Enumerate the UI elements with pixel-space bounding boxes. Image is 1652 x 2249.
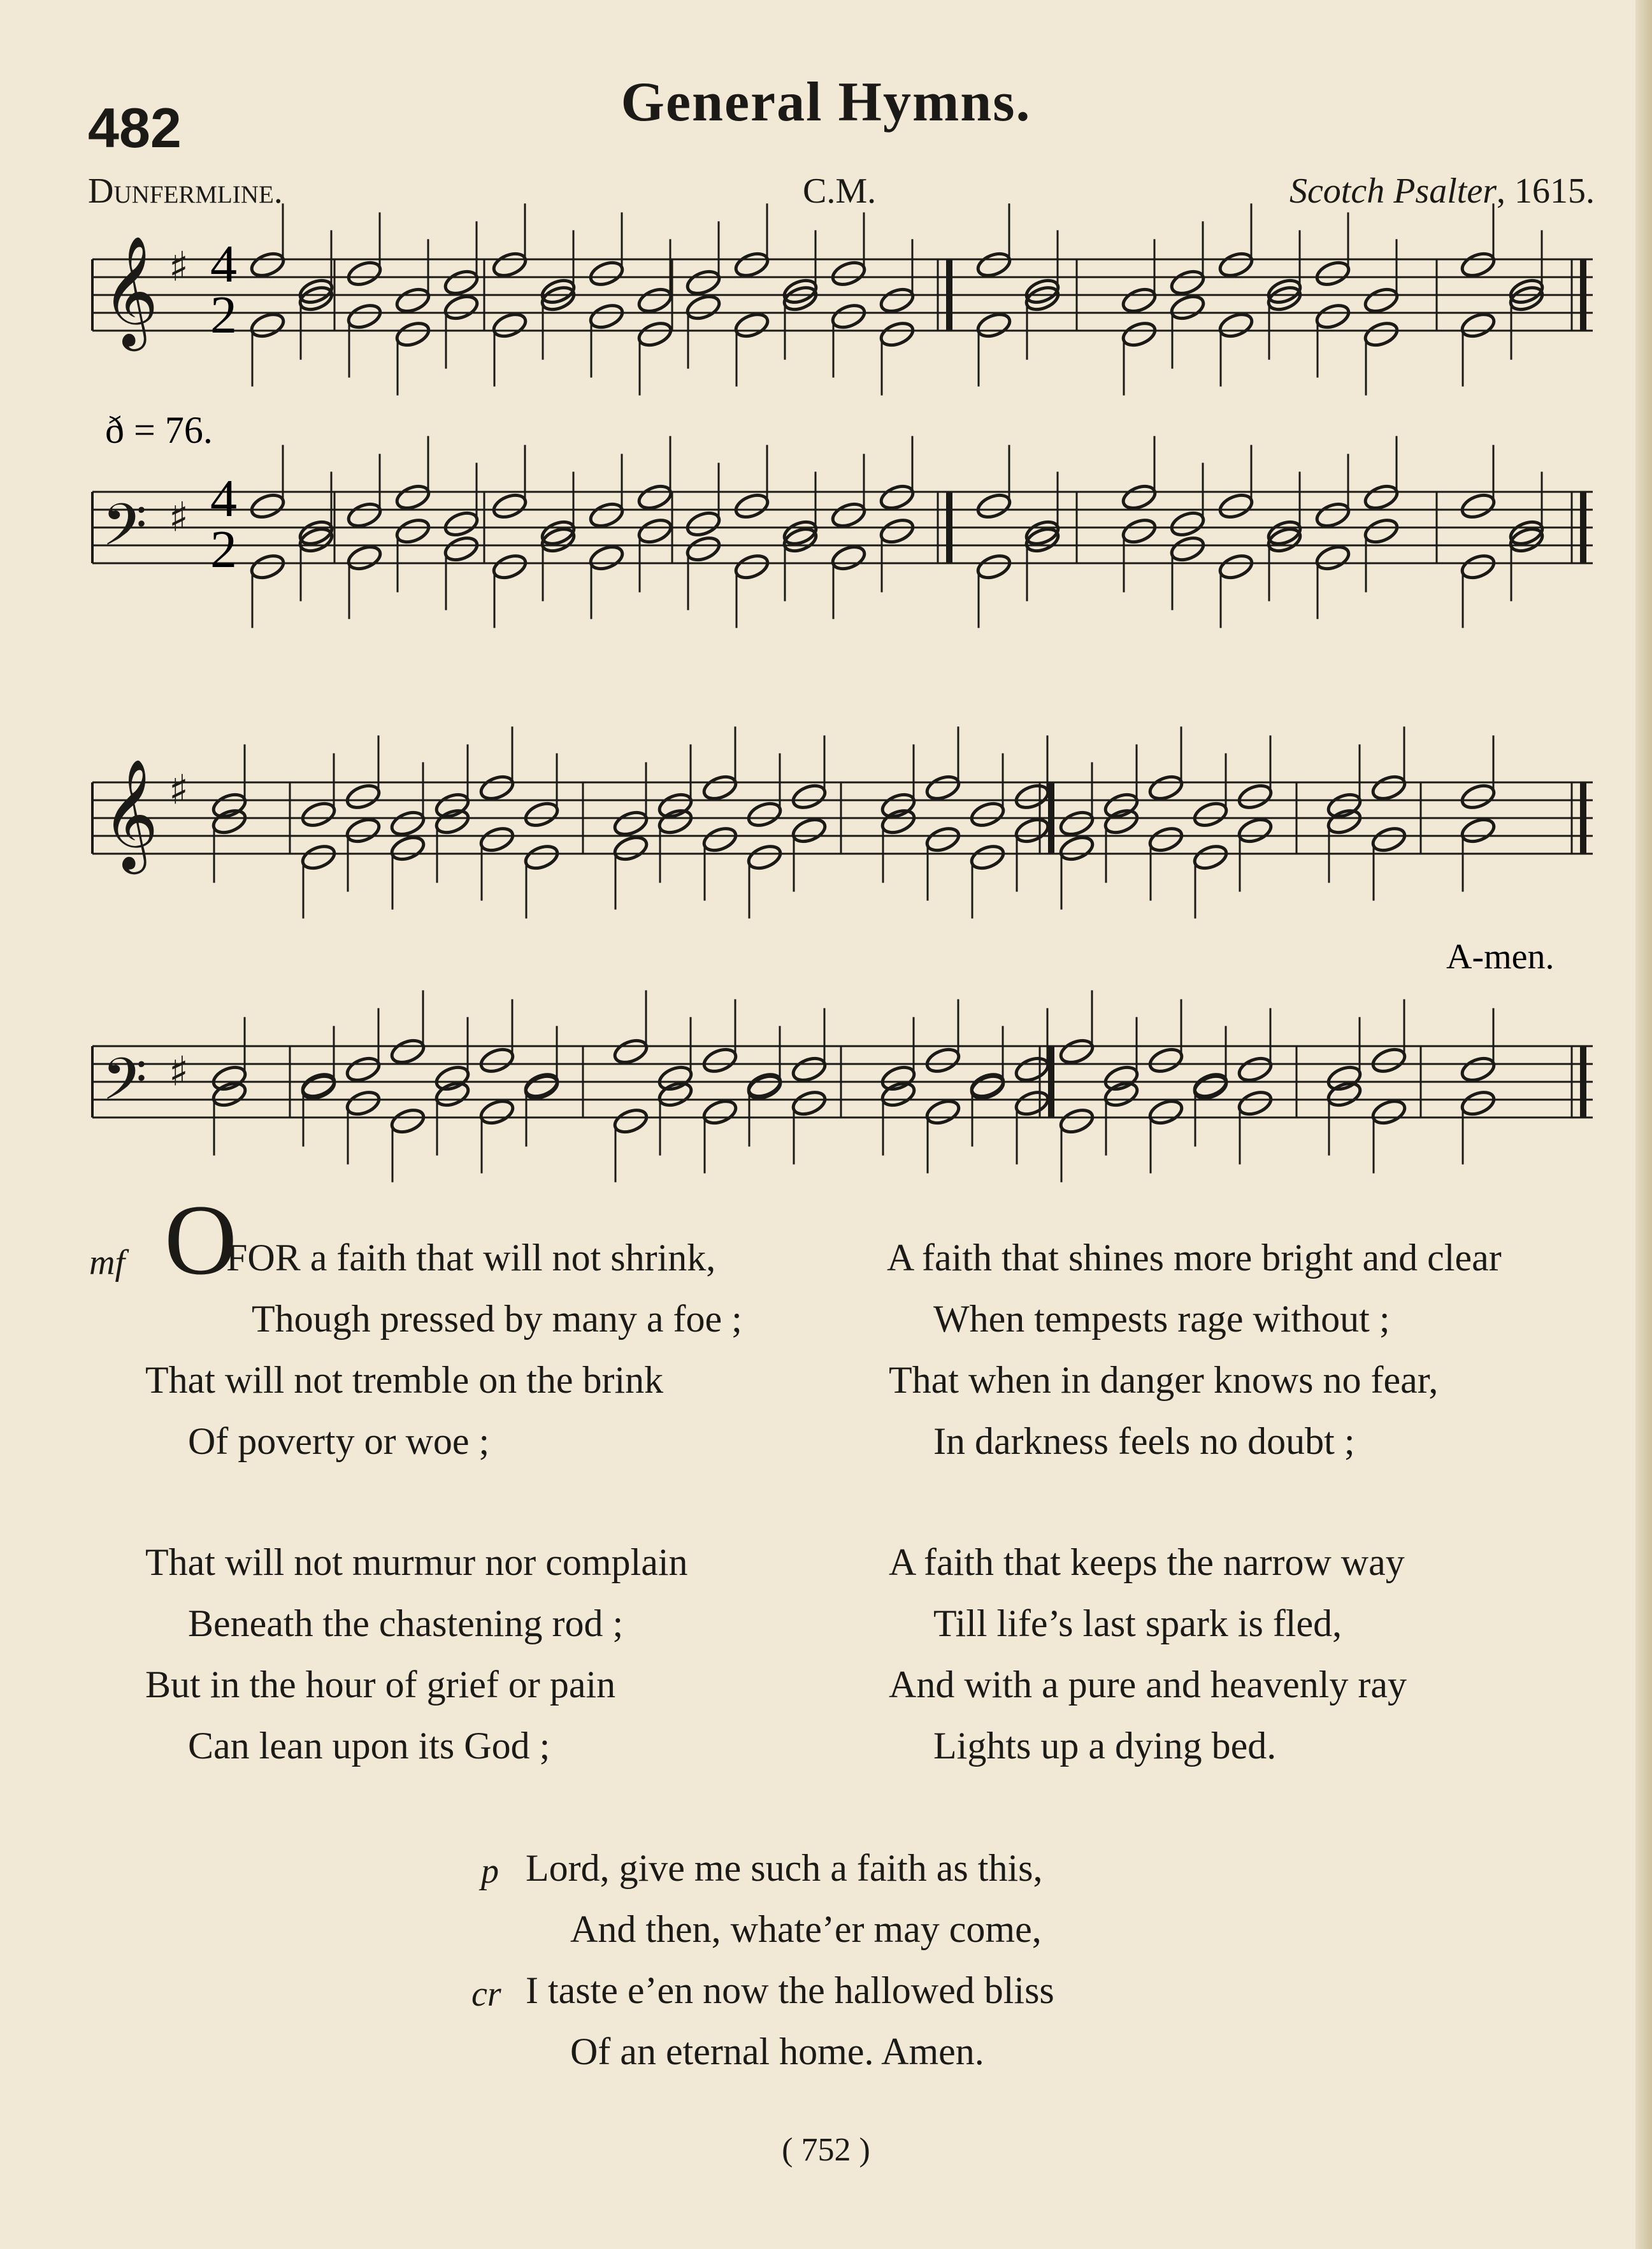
half-note — [968, 842, 1006, 872]
half-note — [1370, 1097, 1407, 1127]
half-note — [587, 543, 625, 573]
half-note — [248, 552, 286, 582]
half-note — [878, 516, 916, 546]
half-note — [389, 1106, 426, 1136]
half-note — [733, 250, 770, 280]
half-note — [1191, 1070, 1229, 1100]
half-note — [790, 816, 828, 845]
half-note — [1459, 1088, 1497, 1118]
half-note — [1217, 491, 1254, 521]
half-note — [1058, 808, 1095, 838]
half-note — [1370, 1045, 1407, 1075]
half-note — [1314, 543, 1351, 573]
half-note — [433, 791, 471, 821]
half-note — [394, 482, 431, 512]
half-note — [442, 509, 480, 539]
half-note — [1362, 319, 1400, 349]
half-note — [1120, 285, 1158, 315]
half-note — [1147, 1045, 1184, 1075]
time-signature-top: 4 — [210, 469, 237, 528]
verse-line: I taste e’en now the hallowed bliss — [526, 1969, 1054, 2011]
verse-line: And with a pure and heavenly ray — [889, 1663, 1407, 1706]
half-note — [1102, 1079, 1140, 1109]
treble-clef: 𝄞 — [102, 758, 159, 870]
half-note — [1325, 791, 1363, 821]
half-note — [612, 833, 649, 863]
half-note — [394, 319, 431, 349]
half-note — [1314, 259, 1351, 289]
half-note — [1459, 782, 1497, 812]
half-note — [656, 807, 694, 837]
half-note — [344, 782, 382, 812]
half-note — [1459, 1054, 1497, 1084]
sharp-key-signature: ♯ — [169, 766, 189, 814]
half-note — [1013, 1054, 1051, 1084]
half-note — [1102, 1063, 1140, 1093]
half-note — [656, 1063, 694, 1093]
half-note — [491, 552, 528, 582]
verse-line: That will not murmur nor complain — [145, 1541, 688, 1583]
dropcap: O — [164, 1184, 238, 1296]
half-note — [1314, 301, 1351, 331]
half-note — [1168, 509, 1206, 539]
half-note — [1325, 1063, 1363, 1093]
source-title: Scotch Psalter — [1289, 171, 1497, 211]
half-note — [210, 807, 248, 837]
verse-line: FOR a faith that will not shrink, — [226, 1237, 716, 1279]
half-note — [478, 824, 515, 854]
half-note — [1236, 1054, 1274, 1084]
half-note — [1217, 310, 1254, 340]
verse-line: Of poverty or woe ; — [188, 1420, 490, 1462]
half-note — [656, 791, 694, 821]
verse-line: Beneath the chastening rod ; — [188, 1602, 624, 1644]
time-signature-bottom: 2 — [210, 520, 237, 579]
half-note — [210, 1079, 248, 1109]
running-head: General Hymns. — [621, 71, 1031, 133]
half-note — [968, 1070, 1006, 1100]
tune-name: Dunfermline. — [88, 171, 283, 211]
half-note — [522, 1070, 560, 1100]
half-note — [248, 250, 286, 280]
verse-line: Lord, give me such a faith as this, — [526, 1847, 1043, 1889]
half-note — [1102, 791, 1140, 821]
half-note — [830, 500, 867, 530]
half-note — [1191, 800, 1229, 830]
half-note — [1168, 268, 1206, 298]
half-note — [701, 824, 738, 854]
verse-line: When tempests rage without ; — [933, 1298, 1390, 1340]
half-note — [587, 259, 625, 289]
half-note — [636, 319, 673, 349]
verse-line: That will not tremble on the brink — [145, 1359, 664, 1401]
half-note — [299, 842, 337, 872]
half-note — [1191, 842, 1229, 872]
half-note — [478, 1045, 515, 1075]
half-note — [1459, 491, 1497, 521]
half-note — [345, 259, 383, 289]
half-note — [1236, 782, 1274, 812]
half-note — [1147, 1097, 1184, 1127]
half-note — [879, 1063, 917, 1093]
half-note — [1314, 500, 1351, 530]
verse-line: That when in danger knows no fear, — [889, 1359, 1439, 1401]
half-note — [878, 285, 916, 315]
half-note — [684, 509, 722, 539]
dynamic-mf: mf — [89, 1243, 125, 1283]
hymn-number: 482 — [88, 96, 182, 159]
time-signature-bottom: 2 — [210, 285, 237, 345]
half-note — [733, 552, 770, 582]
treble-clef: 𝄞 — [102, 235, 159, 347]
half-note — [299, 1070, 337, 1100]
half-note — [442, 534, 480, 564]
half-note — [1236, 1088, 1274, 1118]
half-note — [210, 791, 248, 821]
half-note — [478, 1097, 515, 1127]
half-note — [975, 491, 1012, 521]
half-note — [1362, 516, 1400, 546]
meter: C.M. — [803, 171, 877, 211]
tempo-mark: ð = 76. — [105, 409, 213, 451]
half-note — [830, 259, 867, 289]
half-note — [1058, 1037, 1095, 1067]
half-note — [491, 250, 528, 280]
half-note — [684, 268, 722, 298]
half-note — [612, 1106, 649, 1136]
half-note — [394, 516, 431, 546]
half-note — [790, 1054, 828, 1084]
half-note — [478, 773, 515, 803]
half-note — [924, 1045, 961, 1075]
verse-line: A faith that keeps the narrow way — [889, 1541, 1405, 1583]
half-note — [1147, 824, 1184, 854]
half-note — [442, 268, 480, 298]
verse-line: But in the hour of grief or pain — [145, 1663, 616, 1706]
half-note — [830, 301, 867, 331]
half-note — [1058, 833, 1095, 863]
half-note — [1168, 292, 1206, 322]
half-note — [1013, 782, 1051, 812]
verse-line: Till life’s last spark is fled, — [933, 1602, 1342, 1644]
dynamic-cr: cr — [471, 1974, 501, 2014]
sharp-key-signature: ♯ — [169, 494, 189, 542]
sharp-key-signature: ♯ — [169, 1048, 189, 1096]
notes — [210, 203, 1545, 1182]
half-note — [1325, 807, 1363, 837]
half-note — [442, 292, 480, 322]
half-note — [433, 807, 471, 837]
half-note — [656, 1079, 694, 1109]
time-signature-top: 4 — [210, 234, 237, 294]
half-note — [299, 800, 337, 830]
bass-clef: 𝄢 — [102, 1045, 147, 1127]
half-note — [879, 807, 917, 837]
half-note — [745, 800, 783, 830]
half-note — [491, 310, 528, 340]
half-note — [1236, 816, 1274, 845]
half-note — [1147, 773, 1184, 803]
sharp-key-signature: ♯ — [169, 243, 189, 291]
source-year: , 1615. — [1497, 171, 1595, 211]
half-note — [389, 833, 426, 863]
half-note — [975, 310, 1012, 340]
half-note — [733, 491, 770, 521]
half-note — [1370, 824, 1407, 854]
half-note — [684, 292, 722, 322]
half-note — [522, 842, 560, 872]
half-note — [522, 800, 560, 830]
verse-line: Can lean upon its God ; — [188, 1725, 550, 1767]
half-note — [975, 250, 1012, 280]
verse-line: Though pressed by many a foe ; — [252, 1298, 742, 1340]
half-note — [344, 1054, 382, 1084]
half-note — [1362, 482, 1400, 512]
half-note — [1120, 516, 1158, 546]
half-note — [1370, 773, 1407, 803]
half-note — [878, 319, 916, 349]
half-note — [968, 800, 1006, 830]
half-note — [248, 491, 286, 521]
half-note — [1362, 285, 1400, 315]
half-note — [433, 1079, 471, 1109]
verse-line: Lights up a dying bed. — [933, 1725, 1277, 1767]
verse-line: In darkness feels no doubt ; — [933, 1420, 1355, 1462]
half-note — [345, 500, 383, 530]
amen-label: A-men. — [1446, 937, 1555, 977]
half-note — [345, 301, 383, 331]
staff-lines — [92, 236, 1593, 1127]
half-note — [1058, 1106, 1095, 1136]
half-note — [1459, 310, 1497, 340]
half-note — [587, 500, 625, 530]
page-number: ( 752 ) — [782, 2132, 870, 2168]
half-note — [745, 1070, 783, 1100]
half-note — [924, 773, 961, 803]
half-note — [1325, 1079, 1363, 1109]
half-note — [345, 543, 383, 573]
half-note — [1120, 319, 1158, 349]
half-note — [924, 824, 961, 854]
half-note — [830, 543, 867, 573]
half-note — [344, 816, 382, 845]
half-note — [1217, 250, 1254, 280]
half-note — [1168, 534, 1206, 564]
half-note — [248, 310, 286, 340]
half-note — [636, 516, 673, 546]
half-note — [433, 1063, 471, 1093]
half-note — [790, 1088, 828, 1118]
half-note — [210, 1063, 248, 1093]
half-note — [975, 552, 1012, 582]
half-note — [636, 285, 673, 315]
half-note — [701, 773, 738, 803]
half-note — [745, 842, 783, 872]
bass-clef: 𝄢 — [102, 491, 147, 573]
half-note — [1459, 816, 1497, 845]
half-note — [879, 1079, 917, 1109]
half-note — [879, 791, 917, 821]
half-note — [701, 1045, 738, 1075]
half-note — [684, 534, 722, 564]
half-note — [587, 301, 625, 331]
half-note — [636, 482, 673, 512]
half-note — [394, 285, 431, 315]
half-note — [1459, 250, 1497, 280]
half-note — [612, 808, 649, 838]
half-note — [389, 1037, 426, 1067]
half-note — [1217, 552, 1254, 582]
half-note — [701, 1097, 738, 1127]
half-note — [790, 782, 828, 812]
verse-line: And then, whate’er may come, — [570, 1908, 1042, 1950]
half-note — [389, 808, 426, 838]
half-note — [612, 1037, 649, 1067]
half-note — [733, 310, 770, 340]
half-note — [878, 482, 916, 512]
verse-line: Of an eternal home. Amen. — [570, 2030, 984, 2073]
half-note — [1459, 552, 1497, 582]
dynamic-p: p — [481, 1851, 499, 1891]
half-note — [1013, 816, 1051, 845]
half-note — [491, 491, 528, 521]
half-note — [924, 1097, 961, 1127]
verse-line: A faith that shines more bright and clear — [887, 1237, 1502, 1279]
half-note — [1013, 1088, 1051, 1118]
half-note — [1120, 482, 1158, 512]
half-note — [344, 1088, 382, 1118]
half-note — [1102, 807, 1140, 837]
